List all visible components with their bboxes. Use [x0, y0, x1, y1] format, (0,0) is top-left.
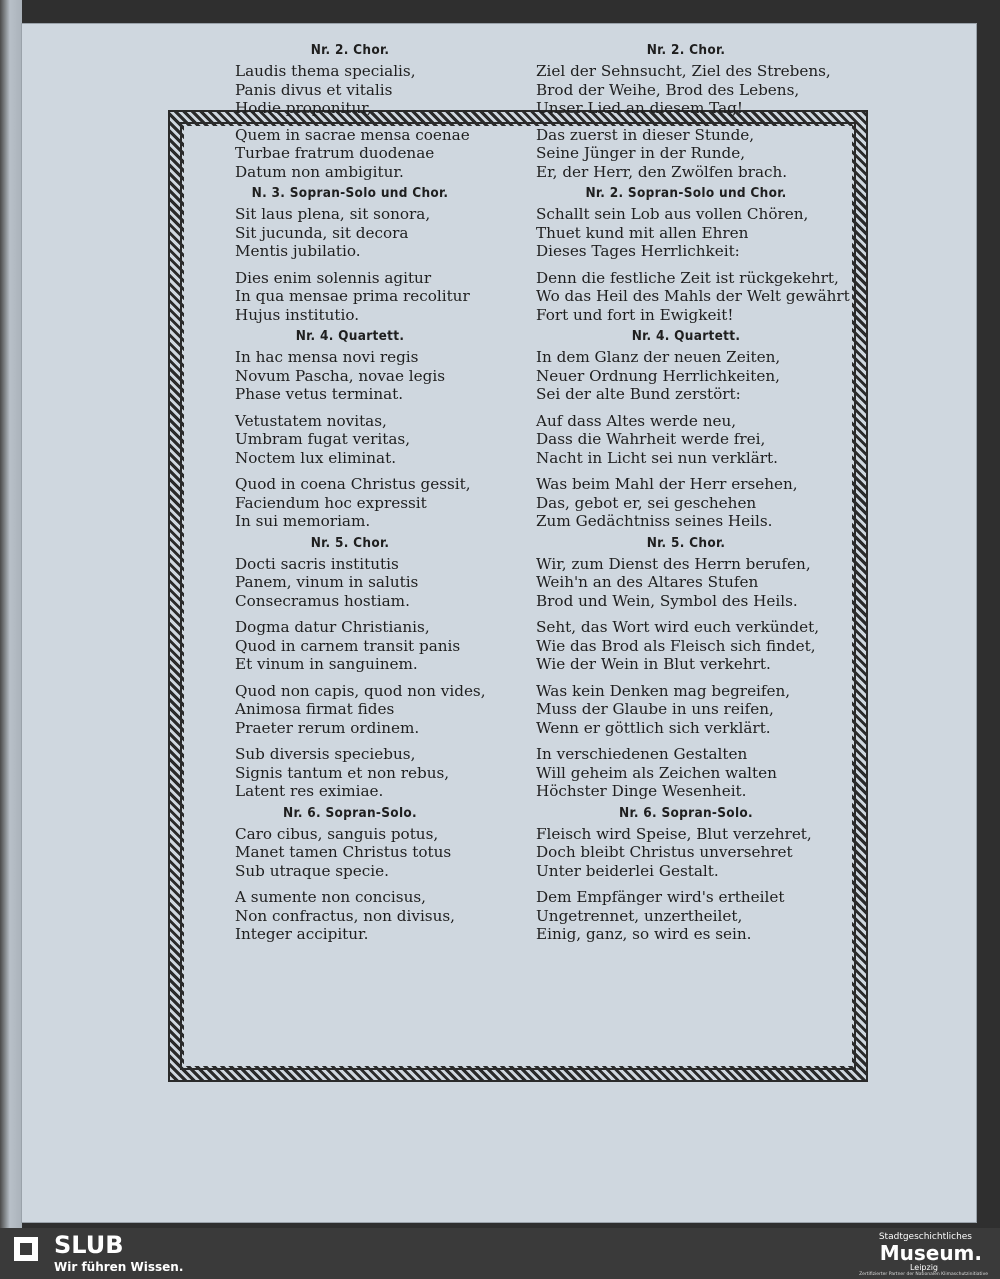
verse-line: Hujus institutio. — [235, 305, 360, 324]
section-heading: Nr. 2. Chor. — [646, 42, 726, 58]
verse-line: Signis tantum et non rebus, — [235, 763, 450, 782]
verse-line: Weih'n an des Altares Stufen — [536, 573, 759, 591]
museum-label-top: Stadtgeschichtliches — [878, 1232, 972, 1242]
section-heading: Nr. 6. Sopran-Solo. — [283, 804, 417, 821]
verse-line: Dass die Wahrheit werde frei, — [536, 430, 766, 448]
verse-line: Manet tamen Christus totus — [235, 843, 452, 861]
section-heading: Nr. 6. Sopran-Solo. — [619, 804, 753, 821]
verse-line: Quod non capis, quod non vides, — [235, 681, 486, 700]
verse-line: Höchster Dinge Wesenheit. — [536, 782, 747, 800]
verse-line: Wenn er göttlich sich verklärt. — [536, 718, 771, 737]
section-heading: Nr. 5. Chor. — [310, 534, 390, 551]
verse-line: Seht, das Wort wird euch verkündet, — [536, 618, 820, 636]
verse-line: Integer accipitur. — [235, 925, 369, 943]
verse-line: Dogma datur Christianis, — [235, 618, 430, 636]
verse-line: Panem, vinum in salutis — [235, 573, 419, 591]
verse-line: Et vinum in sanguinem. — [235, 655, 418, 673]
verse-line: Wir, zum Dienst des Herrn berufen, — [536, 554, 811, 573]
verse-line: Neuer Ordnung Herrlichkeiten, — [536, 366, 780, 385]
verse-line: Latent res eximiae. — [235, 782, 384, 800]
verse-line: Denn die festliche Zeit ist rückgekehrt, — [536, 268, 839, 287]
verse-line: In verschiedenen Gestalten — [536, 745, 748, 763]
verse-line: Mentis jubilatio. — [235, 242, 361, 260]
latin-text-column — [235, 38, 535, 944]
verse-line: Seine Jünger in der Runde, — [536, 144, 746, 162]
german-text-column — [536, 38, 850, 944]
verse-line: Fort und fort in Ewigkeit! — [536, 305, 734, 324]
slub-logo-icon[interactable] — [12, 1235, 40, 1263]
section-heading: Nr. 4. Quartett. — [295, 328, 405, 344]
verse-line: Non confractus, non divisus, — [235, 906, 455, 925]
verse-line: Datum non ambigitur. — [235, 162, 404, 181]
verse-line: Brod und Wein, Symbol des Heils. — [536, 591, 798, 610]
verse-line: Laudis thema specialis, — [235, 62, 416, 80]
verse-line: Quem in sacrae mensa coenae — [235, 125, 470, 144]
verse-line: Vetustatem novitas, — [235, 411, 387, 430]
verse-line: Sub utraque specie. — [235, 861, 389, 880]
verse-line: Phase vetus terminat. — [235, 385, 404, 403]
verse-line: Doch bleibt Christus unversehret — [536, 843, 793, 861]
page-gutter — [0, 0, 22, 1228]
slub-name[interactable]: SLUB — [54, 1231, 124, 1259]
verse-line: Was kein Denken mag begreifen, — [536, 681, 791, 700]
verse-line: A sumente non concisus, — [235, 888, 426, 906]
verse-line: Auf dass Altes werde neu, — [536, 411, 737, 430]
slub-tagline: Wir führen Wissen. — [54, 1260, 184, 1274]
verse-line: Zum Gedächtniss seines Heils. — [536, 512, 773, 530]
verse-line: Hodie proponitur, — [235, 99, 372, 117]
verse-line: Consecramus hostiam. — [235, 591, 410, 610]
verse-line: Docti sacris institutis — [235, 554, 399, 573]
verse-line: Fleisch wird Speise, Blut verzehret, — [536, 824, 812, 843]
verse-line: Turbae fratrum duodenae — [235, 144, 435, 162]
verse-line: Ungetrennet, unzertheilet, — [536, 906, 743, 925]
verse-line: Panis divus et vitalis — [235, 80, 393, 99]
verse-line: Ziel der Sehnsucht, Ziel des Strebens, — [536, 62, 831, 80]
verse-line: Praeter rerum ordinem. — [235, 718, 420, 737]
verse-line: Unser Lied an diesem Tag! — [536, 99, 744, 117]
verse-line: Sit laus plena, sit sonora, — [235, 205, 431, 223]
section-heading: Nr. 4. Quartett. — [631, 328, 741, 344]
verse-line: Einig, ganz, so wird es sein. — [536, 925, 752, 943]
verse-line: In sui memoriam. — [235, 512, 371, 530]
verse-line: Thuet kund mit allen Ehren — [536, 223, 749, 242]
verse-line: Dies enim solennis agitur — [235, 268, 432, 287]
verse-line: Will geheim als Zeichen walten — [536, 763, 777, 782]
section-heading: N. 3. Sopran-Solo und Chor. — [251, 185, 449, 201]
verse-line: Wie das Brod als Fleisch sich findet, — [536, 636, 816, 655]
verse-line: Was beim Mahl der Herr ersehen, — [536, 475, 798, 493]
section-heading: Nr. 2. Chor. — [310, 42, 390, 58]
verse-line: Sei der alte Bund zerstört: — [536, 385, 741, 403]
verse-line: Unter beiderlei Gestalt. — [536, 861, 719, 880]
verse-line: Quod in coena Christus gessit, — [235, 475, 471, 493]
verse-line: Schallt sein Lob aus vollen Chören, — [536, 205, 809, 223]
verse-line: Muss der Glaube in uns reifen, — [536, 700, 774, 718]
museum-note: Zertifizierter Partner der Nationalen Klimaschutzinitiative — [859, 1272, 988, 1277]
verse-line: Umbram fugat veritas, — [235, 430, 411, 448]
verse-line: Sit jucunda, sit decora — [235, 223, 409, 242]
verse-line: Er, der Herr, den Zwölfen brach. — [536, 162, 788, 181]
verse-line: In dem Glanz der neuen Zeiten, — [536, 348, 781, 366]
verse-line: Dieses Tages Herrlichkeit: — [536, 242, 740, 260]
verse-line: Quod in carnem transit panis — [235, 636, 461, 655]
section-heading: Nr. 5. Chor. — [646, 534, 726, 551]
verse-line: Dem Empfänger wird's ertheilet — [536, 888, 785, 906]
verse-line: Nacht in Licht sei nun verklärt. — [536, 448, 778, 467]
verse-line: Faciendum hoc expressit — [235, 493, 427, 512]
viewer-footer-bar — [0, 1228, 1000, 1279]
museum-name[interactable]: Museum. — [879, 1241, 982, 1265]
museum-city: Leipzig — [909, 1263, 938, 1272]
verse-line: Caro cibus, sanguis potus, — [235, 824, 439, 843]
verse-line: Wo das Heil des Mahls der Welt gewährt — [536, 287, 850, 305]
verse-line: Sub diversis speciebus, — [235, 745, 416, 763]
verse-line: Noctem lux eliminat. — [235, 448, 397, 467]
verse-line: Novum Pascha, novae legis — [235, 366, 445, 385]
verse-line: Brod der Weihe, Brod des Lebens, — [536, 80, 800, 99]
verse-line: Animosa firmat fides — [235, 700, 395, 718]
verse-line: Das, gebot er, sei geschehen — [536, 493, 757, 512]
verse-line: In qua mensae prima recolitur — [235, 287, 470, 305]
section-heading: Nr. 2. Sopran-Solo und Chor. — [585, 185, 787, 201]
verse-line: Das zuerst in dieser Stunde, — [536, 125, 755, 144]
verse-line: Wie der Wein in Blut verkehrt. — [536, 655, 771, 673]
verse-line: In hac mensa novi regis — [235, 348, 419, 366]
